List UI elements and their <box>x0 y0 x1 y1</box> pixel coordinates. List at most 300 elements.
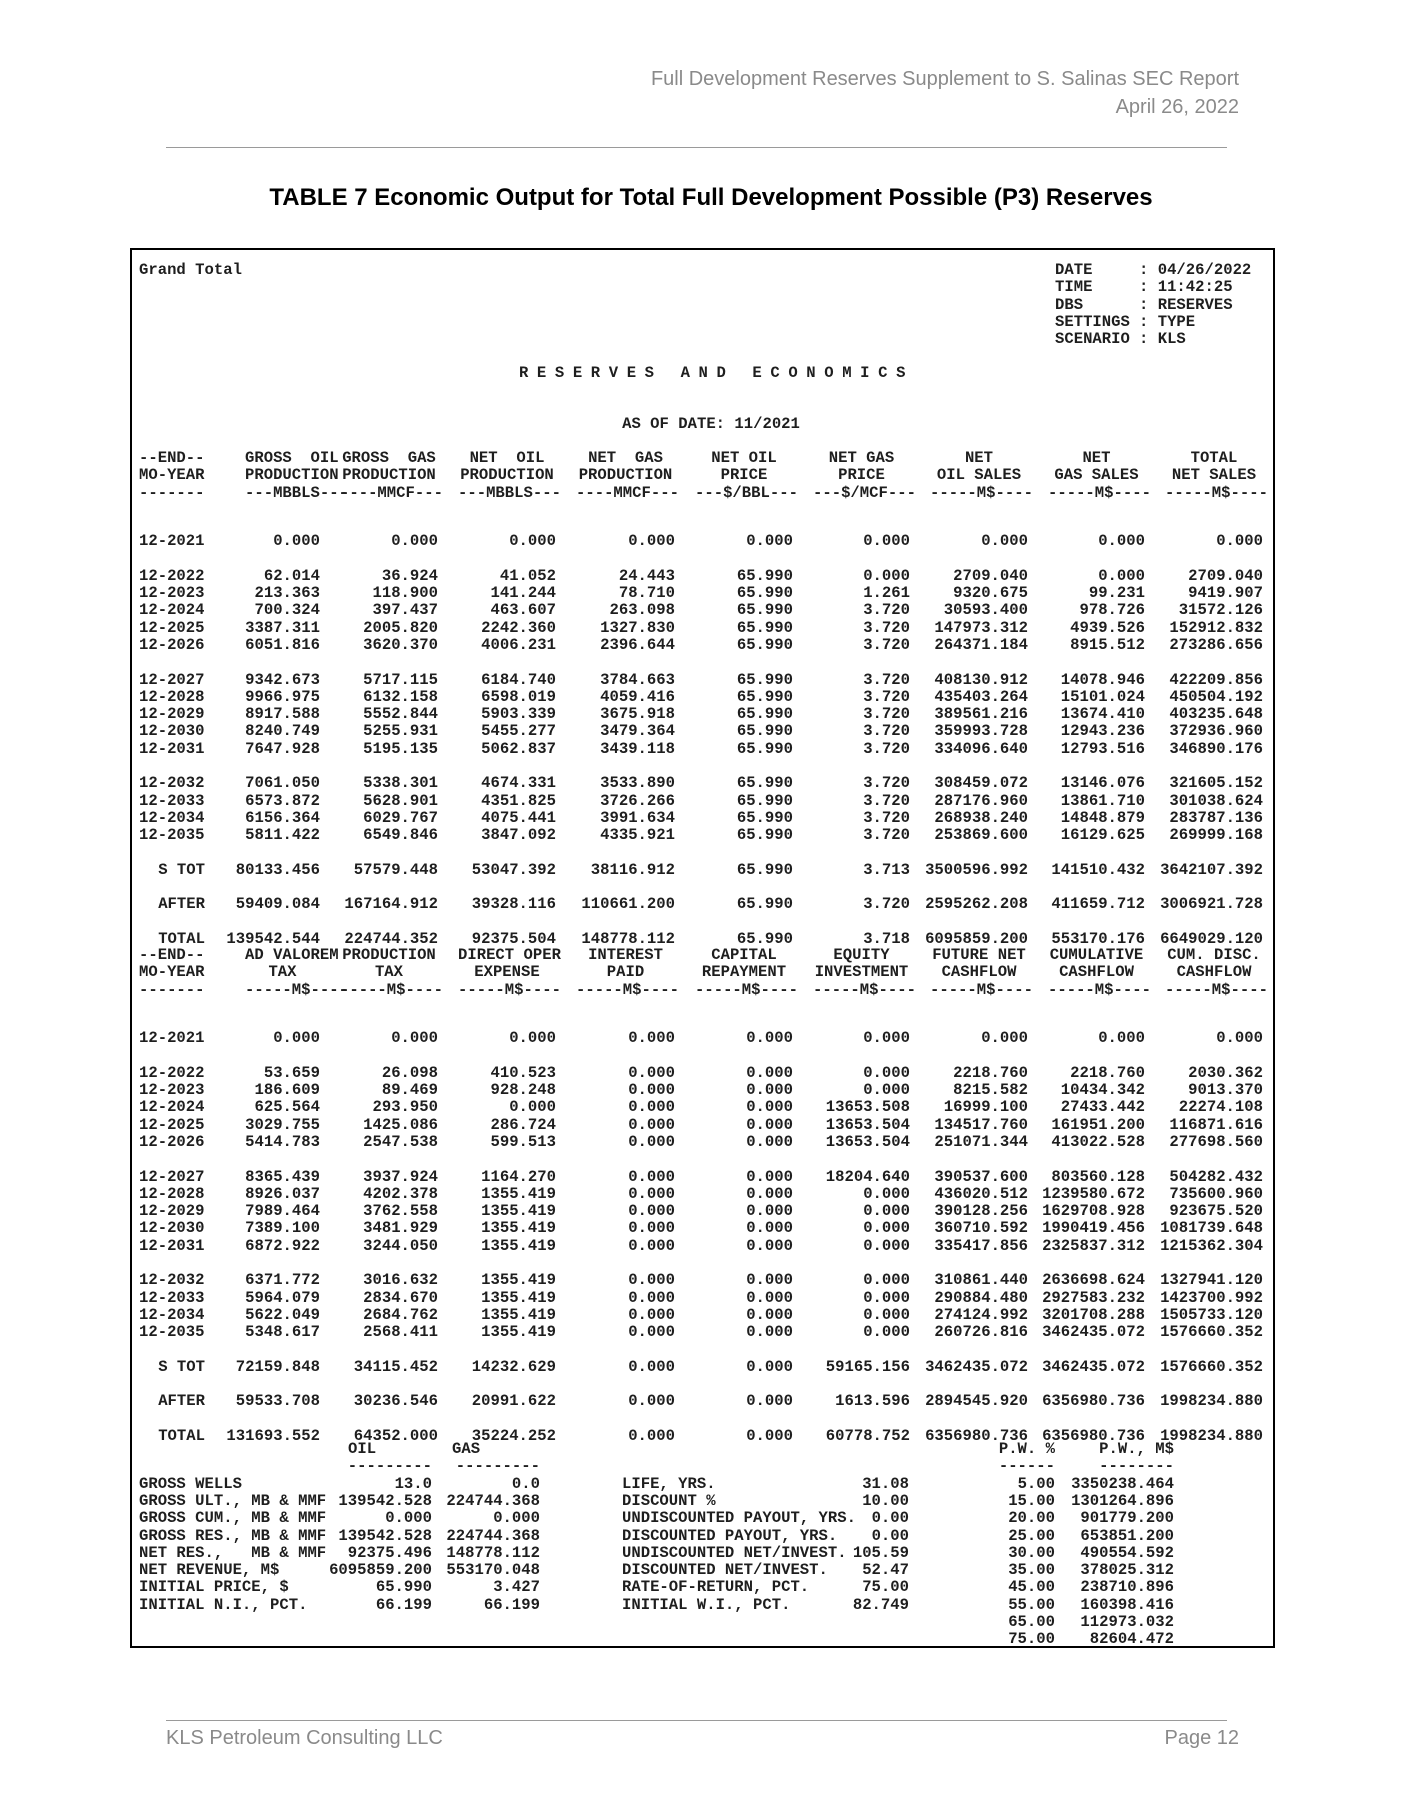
row-label: TOTAL <box>158 1427 205 1446</box>
column-header: ---$/BBL--- <box>695 483 798 502</box>
cell-value: 625.564 <box>254 1098 320 1117</box>
cell-value: 26.098 <box>381 1063 438 1082</box>
cell-value: 0.000 <box>746 1184 793 1203</box>
cell-value: 0.000 <box>746 1063 793 1082</box>
cell-value: 5195.135 <box>363 739 438 758</box>
cell-value: 3.720 <box>863 791 910 810</box>
column-header: -----M$---- <box>1165 483 1268 502</box>
cell-value: 3.720 <box>863 670 910 689</box>
row-label: 12-2035 <box>139 1323 205 1342</box>
summary-oil-value: 139542.528 <box>338 1526 432 1545</box>
cell-value: 65.990 <box>736 635 793 654</box>
cell-value: 65.990 <box>736 670 793 689</box>
cell-value: 0.000 <box>981 1029 1028 1048</box>
footer-company: KLS Petroleum Consulting LLC <box>166 1727 443 1749</box>
column-header: OIL SALES <box>936 466 1022 485</box>
cell-value: 3.713 <box>863 860 910 879</box>
cell-value: 0.000 <box>1098 1029 1145 1048</box>
row-gap <box>139 999 1263 1016</box>
cell-value: 27433.442 <box>1060 1098 1145 1117</box>
cell-value: 5255.931 <box>363 722 438 741</box>
cell-value: 13146.076 <box>1060 774 1145 793</box>
meta-key: SETTINGS <box>1055 312 1130 331</box>
cell-value: 4006.231 <box>481 635 556 654</box>
cell-value: 4674.331 <box>481 774 556 793</box>
row-label: S TOT <box>158 1357 205 1376</box>
cell-value: 3.720 <box>863 635 910 654</box>
cell-value: 3675.918 <box>600 705 675 724</box>
pw-pct: 55.00 <box>1008 1595 1055 1614</box>
table-row <box>139 1324 1263 1341</box>
metric-label: DISCOUNTED PAYOUT, YRS. <box>622 1526 838 1545</box>
cell-value: 15101.024 <box>1060 687 1145 706</box>
cell-value: 3462435.072 <box>925 1357 1028 1376</box>
table-row <box>139 1220 1263 1237</box>
cell-value: 5455.277 <box>481 722 556 741</box>
metric-label: INITIAL W.I., PCT. <box>622 1595 791 1614</box>
cell-value: 2030.362 <box>1188 1063 1263 1082</box>
cell-value: 13653.504 <box>825 1115 910 1134</box>
summary-gas-value: 224744.368 <box>446 1491 540 1510</box>
table-row <box>139 602 1263 619</box>
cell-value: 3.718 <box>863 930 910 949</box>
table-row <box>139 585 1263 602</box>
cell-value: 0.000 <box>746 1305 793 1324</box>
cell-value: 4351.825 <box>481 791 556 810</box>
cell-value: 9342.673 <box>245 670 320 689</box>
cell-value: 3.720 <box>863 705 910 724</box>
cell-value: 0.000 <box>1216 532 1263 551</box>
column-header: GROSS GAS <box>342 449 436 467</box>
row-label: 12-2033 <box>139 791 205 810</box>
table-row <box>139 810 1263 827</box>
cell-value: 3.720 <box>863 826 910 845</box>
row-label: 12-2028 <box>139 1184 205 1203</box>
cell-value: 6156.364 <box>245 808 320 827</box>
cell-value: 3500596.992 <box>925 860 1028 879</box>
row-label: 12-2023 <box>139 584 205 603</box>
column-header: GROSS OIL <box>245 449 339 467</box>
row-label: 12-2024 <box>139 601 205 620</box>
cell-value: 3.720 <box>863 895 910 914</box>
cell-value: 390128.256 <box>934 1202 1028 1221</box>
summary-label: NET RES., MB & MMF <box>139 1543 327 1562</box>
row-label: 12-2027 <box>139 670 205 689</box>
cell-value: 152912.832 <box>1169 618 1263 637</box>
summary-label: GROSS ULT., MB & MMF <box>139 1491 327 1510</box>
cell-value: 269999.168 <box>1169 826 1263 845</box>
cell-value: 89.469 <box>381 1081 438 1100</box>
cell-value: 6872.922 <box>245 1236 320 1255</box>
cell-value: 397.437 <box>372 601 438 620</box>
cell-value: 1239580.672 <box>1042 1184 1145 1203</box>
cell-value: 1355.419 <box>481 1202 556 1221</box>
cell-value: 251071.344 <box>934 1132 1028 1151</box>
cell-value: 24.443 <box>618 566 675 585</box>
cell-value: 2396.644 <box>600 635 675 654</box>
cell-value: 1.261 <box>863 584 910 603</box>
cell-value: 14848.879 <box>1060 808 1145 827</box>
cell-value: 65.990 <box>736 895 793 914</box>
cell-value: 5964.079 <box>245 1288 320 1307</box>
as-of-date: AS OF DATE: 11/2021 <box>622 415 800 433</box>
cell-value: 16999.100 <box>943 1098 1028 1117</box>
column-header: CASHFLOW <box>941 963 1017 982</box>
cell-value: 8917.588 <box>245 705 320 724</box>
cell-value: 1164.270 <box>481 1167 556 1186</box>
cell-value: 0.000 <box>863 1202 910 1221</box>
cell-value: 116871.616 <box>1169 1115 1263 1134</box>
cell-value: 928.248 <box>490 1081 556 1100</box>
cell-value: 273286.656 <box>1169 635 1263 654</box>
cell-value: 0.000 <box>863 1219 910 1238</box>
cell-value: 7061.050 <box>245 774 320 793</box>
cell-value: 0.000 <box>273 532 320 551</box>
column-header: MO-YEAR <box>139 963 205 982</box>
cell-value: 224744.352 <box>344 930 438 949</box>
pw-value: 3350238.464 <box>1071 1474 1174 1493</box>
pw-value-header: P.W., M$ <box>1099 1440 1174 1458</box>
pw-value: 901779.200 <box>1080 1509 1174 1528</box>
cell-value: 5717.115 <box>363 670 438 689</box>
column-header: -----M$---- <box>930 483 1033 502</box>
row-gap <box>139 1342 1263 1359</box>
cell-value: 1355.419 <box>481 1184 556 1203</box>
column-header: -----M$---- <box>245 980 348 999</box>
row-label: 12-2025 <box>139 1115 205 1134</box>
column-header: REPAYMENT <box>701 963 787 982</box>
cell-value: 346890.176 <box>1169 739 1263 758</box>
cell-value: 59533.708 <box>235 1392 320 1411</box>
cell-value: 65.990 <box>736 739 793 758</box>
page-title: TABLE 7 Economic Output for Total Full Development Possible (P3) Reserves <box>269 184 1153 211</box>
row-label: 12-2034 <box>139 808 205 827</box>
pw-pct: 75.00 <box>1008 1630 1055 1649</box>
cell-value: 5348.617 <box>245 1323 320 1342</box>
cell-value: 2218.760 <box>1070 1063 1145 1082</box>
cell-value: 321605.152 <box>1169 774 1263 793</box>
cell-value: 72159.848 <box>235 1357 320 1376</box>
cell-value: 3620.370 <box>363 635 438 654</box>
cell-value: 0.000 <box>863 1184 910 1203</box>
cell-value: 1355.419 <box>481 1271 556 1290</box>
cell-value: 0.000 <box>628 1029 675 1048</box>
cell-value: 92375.504 <box>471 930 556 949</box>
metric-value: 31.08 <box>862 1474 909 1493</box>
table-row <box>139 723 1263 740</box>
meta-key: DATE <box>1055 261 1093 279</box>
cell-value: 0.000 <box>628 1063 675 1082</box>
cell-value: 6132.158 <box>363 687 438 706</box>
cell-value: 65.990 <box>736 687 793 706</box>
meta-row <box>1055 279 1251 296</box>
cell-value: 0.000 <box>746 1392 793 1411</box>
summary-label: INITIAL N.I., PCT. <box>139 1595 308 1614</box>
cell-value: 286.724 <box>490 1115 556 1134</box>
cell-value: 65.990 <box>736 808 793 827</box>
cell-value: 1505733.120 <box>1160 1305 1263 1324</box>
cell-value: 1355.419 <box>481 1236 556 1255</box>
cell-value: 0.000 <box>863 1288 910 1307</box>
cell-value: 1355.419 <box>481 1305 556 1324</box>
cell-value: 308459.072 <box>934 774 1028 793</box>
cell-value: 0.000 <box>746 1167 793 1186</box>
cell-value: 36.924 <box>381 566 438 585</box>
cell-value: 253869.600 <box>934 826 1028 845</box>
cell-value: 80133.456 <box>235 860 320 879</box>
cell-value: 0.000 <box>746 532 793 551</box>
cell-value: 335417.856 <box>934 1236 1028 1255</box>
cell-value: 8926.037 <box>245 1184 320 1203</box>
table-header-row <box>139 947 1263 964</box>
row-label: 12-2025 <box>139 618 205 637</box>
pw-pct: 25.00 <box>1008 1526 1055 1545</box>
cell-value: 0.000 <box>863 1081 910 1100</box>
cell-value: 110661.200 <box>581 895 675 914</box>
table-row <box>139 1272 1263 1289</box>
cell-value: 141510.432 <box>1051 860 1145 879</box>
cell-value: 6549.846 <box>363 826 438 845</box>
summary-gas-value: 224744.368 <box>446 1526 540 1545</box>
cell-value: 0.000 <box>628 1271 675 1290</box>
column-header: NET GAS <box>828 449 895 467</box>
report-group-label: Grand Total <box>139 261 242 279</box>
cell-value: 0.000 <box>628 1202 675 1221</box>
row-gap <box>139 758 1263 775</box>
column-header: NET <box>1082 449 1111 467</box>
row-label: 12-2027 <box>139 1167 205 1186</box>
cell-value: 59409.084 <box>235 895 320 914</box>
cell-value: 0.000 <box>391 1029 438 1048</box>
metric-label: RATE-OF-RETURN, PCT. <box>622 1578 810 1597</box>
cell-value: 1576660.352 <box>1160 1357 1263 1376</box>
cell-value: 13674.410 <box>1060 705 1145 724</box>
sales-table <box>139 449 1268 949</box>
cell-value: 118.900 <box>372 584 438 603</box>
cell-value: 0.000 <box>628 1288 675 1307</box>
meta-key: SCENARIO <box>1055 330 1130 349</box>
table-row <box>139 1065 1263 1082</box>
cell-value: 0.000 <box>863 1305 910 1324</box>
cell-value: 1327.830 <box>600 618 675 637</box>
row-label: 12-2029 <box>139 705 205 724</box>
cell-value: 0.000 <box>746 1219 793 1238</box>
row-gap <box>139 654 1263 671</box>
cell-value: 3.720 <box>863 774 910 793</box>
cell-value: 13861.710 <box>1060 791 1145 810</box>
row-label: 12-2034 <box>139 1305 205 1324</box>
metric-value: 10.00 <box>862 1491 909 1510</box>
summary-label: NET REVENUE, M$ <box>139 1561 280 1580</box>
summary-oil-value: 6095859.200 <box>329 1561 432 1580</box>
table-row <box>139 689 1263 706</box>
report-meta <box>1055 262 1251 348</box>
column-header: INTEREST <box>588 946 663 964</box>
table-row <box>139 1117 1263 1134</box>
cell-value: 3462435.072 <box>1042 1323 1145 1342</box>
cell-value: 31572.126 <box>1178 601 1263 620</box>
cell-value: 0.000 <box>628 1305 675 1324</box>
row-gap <box>139 550 1263 567</box>
cell-value: 0.000 <box>1098 566 1145 585</box>
summary-gas-value: 0.000 <box>493 1509 540 1528</box>
cell-value: 59165.156 <box>825 1357 910 1376</box>
oil-header-rule: --------- <box>347 1457 432 1476</box>
column-header: CASHFLOW <box>1176 963 1252 982</box>
metric-value: 105.59 <box>852 1543 909 1562</box>
metric-value: 82.749 <box>852 1595 909 1614</box>
column-header: -----M$---- <box>1048 483 1151 502</box>
row-label: 12-2030 <box>139 722 205 741</box>
cell-value: 1355.419 <box>481 1219 556 1238</box>
cell-value: 99.231 <box>1088 584 1145 603</box>
column-header: CAPITAL <box>711 946 777 964</box>
pw-pct-rule: ------ <box>998 1457 1055 1476</box>
pw-value: 490554.592 <box>1080 1543 1174 1562</box>
table-row <box>139 1169 1263 1186</box>
footer-divider <box>166 1720 1227 1721</box>
cell-value: 3481.929 <box>363 1219 438 1238</box>
column-header: -----M$---- <box>340 980 443 999</box>
cell-value: 3439.118 <box>600 739 675 758</box>
cell-value: 0.000 <box>628 1392 675 1411</box>
meta-key: DBS <box>1055 295 1084 314</box>
cell-value: 2242.360 <box>481 618 556 637</box>
summary-gas-value: 66.199 <box>483 1595 540 1614</box>
summary-gas-value: 3.427 <box>493 1578 540 1597</box>
cell-value: 1576660.352 <box>1160 1323 1263 1342</box>
row-label: 12-2021 <box>139 532 205 551</box>
cell-value: 3937.924 <box>363 1167 438 1186</box>
cell-value: 3.720 <box>863 739 910 758</box>
column-header: -----M$---- <box>695 980 798 999</box>
cell-value: 0.000 <box>863 1271 910 1290</box>
summary-gas-value: 0.0 <box>511 1474 540 1493</box>
cell-value: 4939.526 <box>1070 618 1145 637</box>
column-header: MO-YEAR <box>139 466 205 485</box>
cell-value: 422209.856 <box>1169 670 1263 689</box>
table-header-row <box>139 450 1263 467</box>
metric-label: DISCOUNT % <box>622 1491 716 1510</box>
cell-value: 65.990 <box>736 826 793 845</box>
pw-pct: 15.00 <box>1008 1491 1055 1510</box>
table-row <box>139 1186 1263 1203</box>
cell-value: 7989.464 <box>245 1202 320 1221</box>
cell-value: 599.513 <box>490 1132 556 1151</box>
total-row <box>139 1359 1263 1376</box>
cell-value: 978.726 <box>1079 601 1145 620</box>
meta-value: : KLS <box>1139 330 1186 349</box>
cell-value: 277698.560 <box>1169 1132 1263 1151</box>
cell-value: 65.990 <box>736 566 793 585</box>
row-gap <box>139 1151 1263 1168</box>
cell-value: 0.000 <box>863 1236 910 1255</box>
cell-value: 372936.960 <box>1169 722 1263 741</box>
cell-value: 2709.040 <box>953 566 1028 585</box>
cell-value: 39328.116 <box>471 895 556 914</box>
cell-value: 1081739.648 <box>1160 1219 1263 1238</box>
total-row <box>139 896 1263 913</box>
cell-value: 6371.772 <box>245 1271 320 1290</box>
cell-value: 12793.516 <box>1060 739 1145 758</box>
cell-value: 53.659 <box>263 1063 320 1082</box>
cell-value: 2684.762 <box>363 1305 438 1324</box>
cell-value: 3479.364 <box>600 722 675 741</box>
cell-value: 0.000 <box>628 1427 675 1446</box>
column-header: CUM. DISC. <box>1167 946 1261 964</box>
cell-value: 13653.508 <box>825 1098 910 1117</box>
cell-value: 65.990 <box>736 584 793 603</box>
cell-value: 0.000 <box>746 1202 793 1221</box>
table-header-row <box>139 483 1268 502</box>
cell-value: 65.990 <box>736 930 793 949</box>
column-header: PRODUCTION <box>342 946 436 964</box>
meta-key: TIME <box>1055 278 1093 297</box>
meta-value: : TYPE <box>1139 312 1196 331</box>
pw-value-rule: -------- <box>1099 1457 1174 1476</box>
metric-value: 0.00 <box>871 1526 909 1545</box>
cell-value: 1990419.456 <box>1042 1219 1145 1238</box>
cell-value: 18204.640 <box>825 1167 910 1186</box>
cell-value: 5414.783 <box>245 1132 320 1151</box>
cell-value: 6029.767 <box>363 808 438 827</box>
summary-label: GROSS RES., MB & MMF <box>139 1526 327 1545</box>
cell-value: 3.720 <box>863 722 910 741</box>
column-header: ------- <box>139 483 205 502</box>
metric-value: 75.00 <box>862 1578 909 1597</box>
cell-value: 359993.728 <box>934 722 1028 741</box>
header-divider <box>166 147 1227 148</box>
cell-value: 65.990 <box>736 791 793 810</box>
cell-value: 290884.480 <box>934 1288 1028 1307</box>
cell-value: 5622.049 <box>245 1305 320 1324</box>
cell-value: 0.000 <box>628 1219 675 1238</box>
cell-value: 3784.663 <box>600 670 675 689</box>
column-header: -----M$---- <box>458 980 561 999</box>
column-header: PRICE <box>720 466 768 485</box>
column-header: PRODUCTION <box>342 466 436 485</box>
cell-value: 6051.816 <box>245 635 320 654</box>
cell-value: 3.720 <box>863 601 910 620</box>
cell-value: 0.000 <box>273 1029 320 1048</box>
pw-value: 378025.312 <box>1080 1561 1174 1580</box>
cell-value: 293.950 <box>372 1098 438 1117</box>
cell-value: 6356980.736 <box>1042 1427 1145 1446</box>
cell-value: 64352.000 <box>353 1427 438 1446</box>
cell-value: 35224.252 <box>471 1427 556 1446</box>
footer-page-number: Page 12 <box>1164 1727 1239 1749</box>
cell-value: 3387.311 <box>245 618 320 637</box>
cell-value: 0.000 <box>509 1098 556 1117</box>
cell-value: 1355.419 <box>481 1323 556 1342</box>
row-label: 12-2029 <box>139 1202 205 1221</box>
table-header-row <box>139 964 1263 981</box>
cell-value: 1423700.992 <box>1160 1288 1263 1307</box>
cell-value: 0.000 <box>746 1288 793 1307</box>
cell-value: 34115.452 <box>353 1357 438 1376</box>
cell-value: 4075.441 <box>481 808 556 827</box>
cell-value: 53047.392 <box>471 860 556 879</box>
row-label: 12-2022 <box>139 1063 205 1082</box>
cell-value: 3642107.392 <box>1160 860 1263 879</box>
column-header: NET SALES <box>1171 466 1257 485</box>
cell-value: 360710.592 <box>934 1219 1028 1238</box>
cell-value: 389561.216 <box>934 705 1028 724</box>
pw-value: 112973.032 <box>1080 1613 1174 1631</box>
cell-value: 0.000 <box>628 1167 675 1186</box>
cell-value: 450504.192 <box>1169 687 1263 706</box>
cell-value: 5552.844 <box>363 705 438 724</box>
